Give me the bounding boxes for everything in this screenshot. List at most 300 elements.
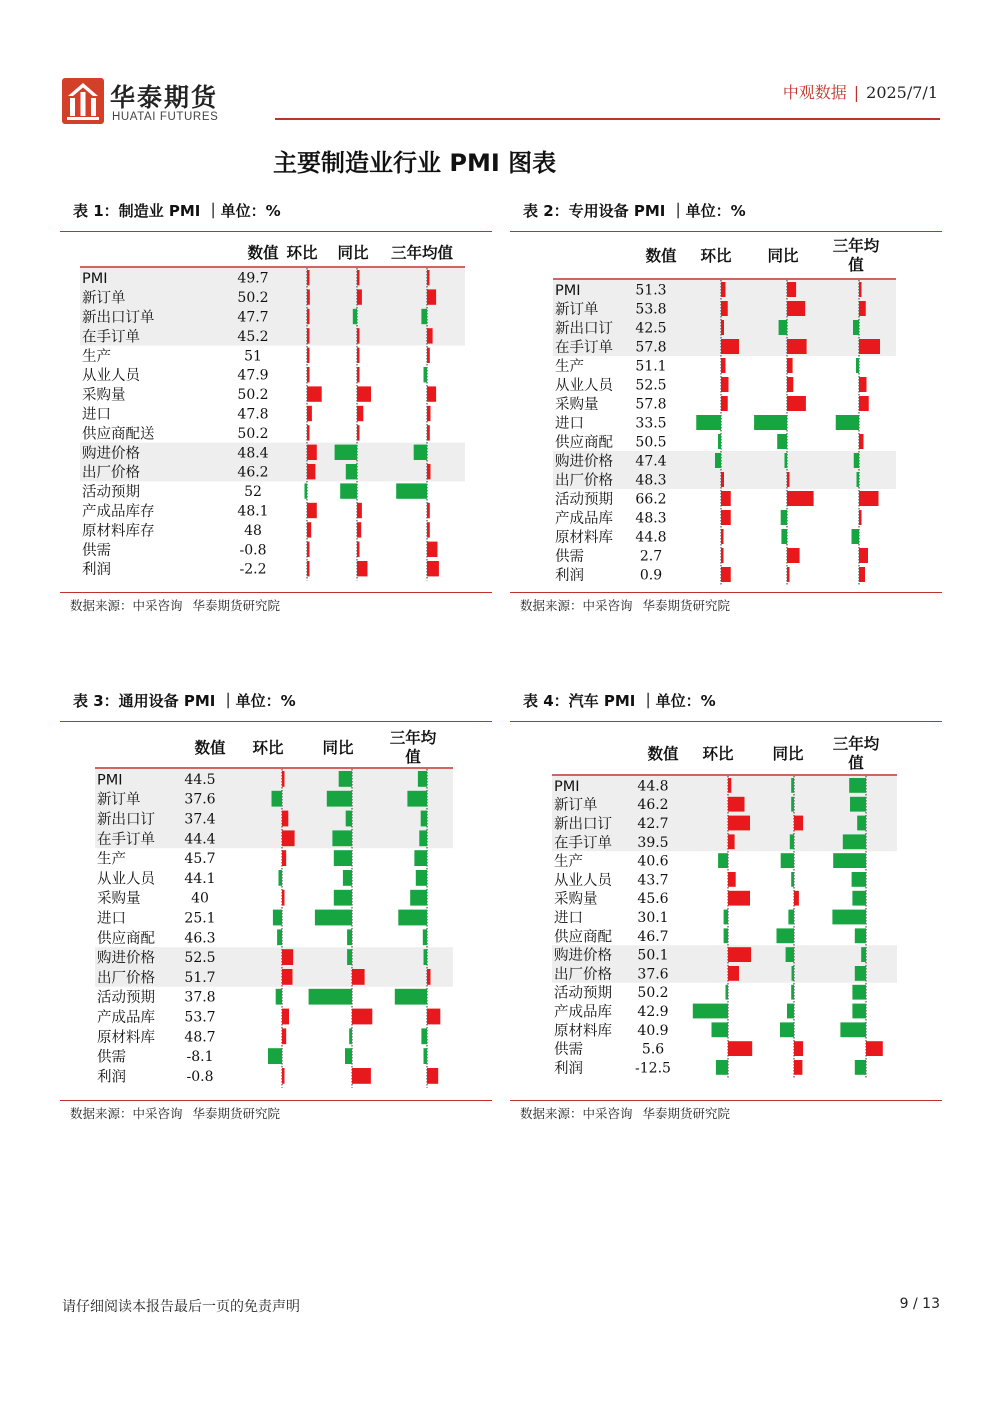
mom-bar — [721, 339, 739, 354]
avg-bar — [424, 949, 428, 965]
avg-bar — [419, 830, 427, 846]
row-label: 进口 — [555, 416, 584, 432]
avg-bar — [859, 567, 865, 582]
row-label: 原材料库存 — [82, 523, 155, 540]
row-value: 40 — [191, 890, 209, 907]
row-label: 进口 — [97, 911, 126, 927]
row-label: 从业人员 — [555, 378, 613, 394]
yoy-bar — [345, 1048, 352, 1064]
avg-bar — [427, 503, 430, 518]
mom-bar — [276, 989, 282, 1005]
yoy-bar — [347, 929, 352, 945]
row-label: 产成品库 — [97, 1010, 155, 1026]
row-label: 在手订单 — [555, 340, 613, 356]
row-value: 66.2 — [635, 491, 667, 508]
column-header: 三年均值 — [832, 735, 880, 772]
meta-separator: | — [853, 83, 860, 102]
pmi-table-chart — [60, 200, 492, 592]
row-value: 50.2 — [237, 425, 269, 442]
yoy-bar — [357, 367, 360, 382]
row-label: 出厂价格 — [554, 966, 612, 983]
mom-bar — [282, 1009, 289, 1025]
yoy-bar — [334, 890, 352, 906]
row-label: 供应商配 — [554, 929, 612, 946]
avg-bar — [855, 966, 866, 981]
row-value: 42.5 — [635, 320, 667, 337]
yoy-bar — [787, 282, 796, 297]
avg-bar — [833, 853, 866, 868]
row-value: 39.5 — [637, 834, 669, 851]
row-label: 利润 — [97, 1069, 126, 1086]
avg-bar — [427, 328, 433, 343]
yoy-bar — [790, 834, 794, 849]
pmi-table-chart — [510, 690, 942, 1100]
row-label: 原材料库 — [555, 530, 613, 546]
avg-bar — [854, 453, 859, 468]
row-label: 购进价格 — [82, 445, 140, 462]
yoy-bar — [787, 567, 790, 582]
report-meta — [783, 80, 938, 103]
row-label: 供需 — [554, 1042, 583, 1059]
yoy-bar — [787, 1004, 794, 1019]
row-value: 46.7 — [637, 928, 669, 945]
avg-bar — [427, 1009, 440, 1025]
mom-bar — [724, 928, 728, 943]
column-header: 三年均值 — [390, 244, 454, 262]
row-value: 44.5 — [184, 771, 216, 788]
row-value: 50.2 — [637, 985, 669, 1002]
avg-bar — [427, 464, 431, 479]
mom-bar — [282, 1028, 286, 1044]
table-general-equipment-pmi — [60, 690, 492, 1130]
mom-bar — [721, 358, 726, 373]
yoy-bar — [777, 928, 795, 943]
row-label: PMI — [97, 772, 123, 789]
yoy-bar — [780, 1022, 794, 1037]
yoy-bar — [357, 503, 362, 518]
table-manufacturing-pmi — [60, 200, 492, 620]
row-label: 出厂价格 — [82, 465, 140, 482]
yoy-bar — [357, 561, 368, 576]
source-provider: 数据来源：中采咨询 — [520, 1106, 633, 1121]
mom-bar — [307, 561, 310, 576]
row-value: 50.1 — [637, 947, 669, 964]
row-label: 生产 — [555, 359, 584, 375]
row-value: 46.2 — [237, 464, 269, 481]
mom-bar — [724, 910, 728, 925]
column-header: 环比 — [252, 739, 284, 757]
mom-bar — [721, 567, 731, 582]
row-value: 51 — [244, 348, 262, 365]
row-value: -2.2 — [239, 561, 267, 578]
column-header: 三年均值 — [832, 237, 880, 274]
row-value: 50.2 — [237, 387, 269, 404]
row-label: 产成品库 — [555, 511, 613, 527]
row-value: 57.8 — [635, 396, 667, 413]
avg-bar — [395, 989, 427, 1005]
row-value: 30.1 — [637, 910, 669, 926]
row-value: 51.1 — [635, 358, 667, 375]
mom-bar — [307, 386, 322, 401]
yoy-bar — [787, 548, 800, 563]
mom-bar — [728, 778, 731, 793]
column-header: 环比 — [702, 745, 734, 763]
row-label: 供需 — [82, 542, 111, 559]
mom-bar — [307, 309, 310, 324]
yoy-bar — [787, 396, 806, 411]
mom-bar — [715, 453, 721, 468]
avg-bar — [427, 542, 438, 557]
yoy-bar — [357, 425, 360, 440]
avg-bar — [427, 1068, 438, 1084]
column-header: 数值 — [645, 247, 677, 265]
report-date: 2025/7/1 — [866, 83, 938, 102]
source-institute: 华泰期货研究院 — [642, 598, 731, 613]
yoy-bar — [787, 377, 793, 392]
row-label: 采购量 — [97, 891, 141, 908]
yoy-bar — [335, 445, 357, 460]
row-value: -0.8 — [186, 1068, 214, 1085]
avg-bar — [859, 282, 862, 297]
mom-bar — [728, 872, 736, 887]
row-label: 活动预期 — [554, 985, 612, 1002]
pmi-table-chart — [60, 690, 492, 1100]
row-label: 从业人员 — [82, 368, 140, 385]
row-value: 42.7 — [637, 816, 669, 832]
row-value: 44.8 — [635, 529, 667, 546]
yoy-bar — [357, 270, 360, 285]
row-value: 52 — [244, 484, 262, 501]
yoy-bar — [315, 910, 352, 926]
row-value: -0.8 — [239, 542, 267, 559]
source-provider: 数据来源：中采咨询 — [70, 1106, 183, 1121]
yoy-bar — [357, 348, 360, 363]
row-label: 供需 — [97, 1049, 126, 1066]
mom-bar — [721, 529, 724, 544]
yoy-bar — [332, 830, 352, 846]
yoy-bar — [786, 947, 794, 962]
column-header: 数值 — [647, 745, 679, 763]
row-label: 采购量 — [554, 891, 598, 908]
row-value: -8.1 — [186, 1049, 214, 1066]
row-label: 供需 — [555, 549, 584, 565]
avg-bar — [856, 358, 859, 373]
disclaimer-note: 请仔细阅读本报告最后一页的免责声明 — [62, 1299, 300, 1315]
yoy-bar — [787, 301, 805, 316]
avg-bar — [832, 910, 866, 925]
avg-bar — [850, 797, 866, 812]
avg-bar — [427, 406, 431, 421]
avg-bar — [857, 816, 866, 831]
row-value: 48.3 — [635, 472, 667, 489]
mom-bar — [307, 348, 310, 363]
row-value: 44.1 — [184, 870, 216, 887]
mom-bar — [718, 853, 728, 868]
row-label: 生产 — [97, 851, 126, 868]
yoy-bar — [357, 522, 361, 537]
row-value: 48 — [244, 522, 262, 539]
yoy-bar — [788, 910, 794, 925]
row-label: 活动预期 — [555, 492, 613, 508]
row-value: 44.8 — [637, 778, 669, 795]
yoy-bar — [346, 811, 352, 827]
table-bottom-rule — [60, 592, 492, 593]
row-label: 进口 — [82, 407, 111, 423]
mom-bar — [728, 947, 751, 962]
mom-bar — [282, 771, 285, 787]
mom-bar — [693, 1004, 728, 1019]
row-label: 利润 — [554, 1060, 583, 1077]
yoy-bar — [357, 386, 371, 401]
row-value: 5.6 — [641, 1041, 665, 1058]
row-label: 活动预期 — [97, 990, 155, 1007]
mom-bar — [282, 850, 286, 866]
mom-bar — [282, 1068, 285, 1084]
mom-bar — [307, 445, 317, 460]
yoy-bar — [781, 510, 787, 525]
row-label: 利润 — [555, 568, 584, 584]
row-value: -12.5 — [635, 1060, 671, 1077]
yoy-bar — [754, 415, 787, 430]
logo-english-name: HUATAI FUTURES — [112, 111, 219, 123]
source-institute: 华泰期货研究院 — [642, 1106, 731, 1121]
row-label: 从业人员 — [97, 871, 155, 888]
avg-bar — [861, 947, 866, 962]
page-number: 9 / 13 — [899, 1296, 940, 1312]
pmi-table-chart — [510, 200, 942, 592]
row-value: 51.7 — [184, 969, 216, 986]
yoy-bar — [791, 872, 794, 887]
row-value: 47.7 — [237, 309, 269, 326]
avg-bar — [859, 510, 862, 525]
yoy-bar — [781, 853, 794, 868]
row-label: 在手订单 — [97, 831, 155, 848]
yoy-bar — [781, 529, 787, 544]
table-auto-pmi — [510, 690, 942, 1130]
yoy-bar — [343, 870, 352, 886]
mom-bar — [721, 472, 724, 487]
yoy-bar — [791, 985, 794, 1000]
avg-bar — [421, 309, 427, 324]
brand-logo — [62, 78, 240, 128]
avg-bar — [414, 445, 427, 460]
row-label: 产成品库 — [554, 1004, 612, 1021]
yoy-bar — [346, 464, 357, 479]
row-label: PMI — [554, 778, 580, 795]
mom-bar — [728, 816, 750, 831]
yoy-bar — [352, 1009, 372, 1025]
mom-bar — [268, 1048, 282, 1064]
row-label: PMI — [555, 283, 581, 299]
data-source-note — [70, 596, 280, 614]
yoy-bar — [347, 949, 352, 965]
row-value: 37.6 — [637, 966, 669, 983]
row-value: 53.8 — [635, 301, 667, 318]
row-value: 47.4 — [635, 453, 667, 470]
avg-bar — [396, 483, 427, 498]
row-label: 在手订单 — [554, 835, 612, 852]
mom-bar — [307, 522, 311, 537]
row-value: 45.7 — [184, 851, 216, 868]
row-label: 进口 — [554, 910, 583, 927]
mom-bar — [726, 985, 729, 1000]
yoy-bar — [791, 797, 794, 812]
mom-bar — [307, 503, 317, 518]
mom-bar — [721, 548, 724, 563]
yoy-bar — [791, 778, 794, 793]
avg-bar — [859, 396, 869, 411]
mom-bar — [721, 491, 731, 506]
avg-bar — [859, 548, 868, 563]
avg-bar — [427, 969, 431, 985]
row-value: 45.6 — [637, 891, 669, 908]
mom-bar — [721, 377, 729, 392]
row-label: 新订单 — [82, 290, 126, 307]
avg-bar — [852, 529, 860, 544]
mom-bar — [721, 320, 724, 335]
row-label: 供应商配送 — [82, 426, 155, 443]
yoy-bar — [794, 891, 799, 906]
table-bottom-rule — [510, 1100, 942, 1101]
mom-bar — [718, 434, 721, 449]
row-value: 53.7 — [184, 1009, 216, 1026]
row-value: 46.3 — [184, 930, 216, 947]
row-label: 生产 — [82, 348, 111, 365]
table-title: 表 4：汽车 PMI ｜单位：% — [523, 692, 716, 710]
source-provider: 数据来源：中采咨询 — [70, 598, 183, 613]
yoy-bar — [779, 320, 787, 335]
avg-bar — [855, 928, 866, 943]
row-label: 产成品库存 — [82, 504, 155, 520]
table-title: 表 1：制造业 PMI ｜单位：% — [73, 202, 281, 220]
mom-bar — [307, 289, 310, 304]
yoy-bar — [352, 1068, 371, 1084]
avg-bar — [866, 1041, 883, 1056]
avg-bar — [849, 778, 866, 793]
row-label: 新订单 — [554, 797, 598, 814]
header-divider — [275, 118, 940, 120]
column-header: 环比 — [700, 247, 732, 265]
row-label: PMI — [82, 271, 108, 288]
row-label: 供应商配 — [555, 435, 613, 451]
mom-bar — [712, 1022, 729, 1037]
row-value: 46.2 — [637, 797, 669, 814]
mom-bar — [696, 415, 721, 430]
yoy-bar — [787, 472, 790, 487]
avg-bar — [414, 850, 427, 866]
avg-bar — [859, 434, 864, 449]
avg-bar — [852, 891, 866, 906]
row-value: 47.9 — [237, 367, 269, 384]
row-label: 原材料库 — [97, 1029, 155, 1046]
avg-bar — [427, 289, 436, 304]
row-label: 从业人员 — [554, 872, 612, 889]
source-institute: 华泰期货研究院 — [192, 598, 281, 613]
row-label: 新出口订 — [554, 816, 612, 833]
mom-bar — [282, 830, 295, 846]
column-header: 三年均值 — [389, 729, 437, 766]
page-title: 主要制造业行业 PMI 图表 — [273, 149, 557, 177]
row-value: 47.8 — [237, 406, 269, 423]
mom-bar — [272, 791, 283, 807]
row-value: 57.8 — [635, 339, 667, 356]
yoy-bar — [357, 406, 363, 421]
mom-bar — [282, 890, 285, 906]
avg-bar — [852, 872, 866, 887]
avg-bar — [421, 1028, 427, 1044]
row-value: 40.6 — [637, 853, 669, 870]
mom-bar — [307, 464, 315, 479]
mom-bar — [716, 1060, 728, 1075]
yoy-bar — [357, 328, 360, 343]
row-value: 48.4 — [237, 445, 269, 462]
mom-bar — [307, 270, 310, 285]
row-label: 购进价格 — [555, 454, 613, 470]
mom-bar — [282, 811, 288, 827]
yoy-bar — [309, 989, 352, 1005]
row-label: 利润 — [82, 562, 111, 579]
avg-bar — [843, 834, 866, 849]
row-value: 50.5 — [635, 434, 667, 451]
avg-bar — [416, 870, 427, 886]
yoy-bar — [334, 850, 352, 866]
row-value: 0.9 — [639, 567, 663, 584]
yoy-bar — [352, 969, 365, 985]
avg-bar — [857, 472, 860, 487]
row-value: 50.2 — [237, 290, 269, 307]
yoy-bar — [794, 1060, 802, 1075]
avg-bar — [836, 415, 859, 430]
yoy-bar — [792, 966, 795, 981]
mom-bar — [307, 425, 310, 440]
avg-bar — [424, 1048, 428, 1064]
mom-bar — [279, 870, 283, 886]
mom-bar — [307, 367, 310, 382]
avg-bar — [859, 339, 880, 354]
source-institute: 华泰期货研究院 — [192, 1106, 281, 1121]
avg-bar — [427, 561, 439, 576]
row-value: 43.7 — [637, 872, 669, 889]
row-value: 33.5 — [635, 415, 667, 432]
mom-bar — [721, 282, 726, 297]
yoy-bar — [777, 434, 787, 449]
avg-bar — [424, 367, 428, 382]
table-title: 表 2：专用设备 PMI ｜单位：% — [523, 202, 746, 220]
row-value: 45.2 — [237, 328, 269, 345]
row-label: 出厂价格 — [97, 970, 155, 987]
yoy-bar — [339, 771, 352, 787]
mom-bar — [721, 301, 728, 316]
mom-bar — [728, 1041, 752, 1056]
row-value: 48.3 — [635, 510, 667, 527]
mom-bar — [728, 834, 735, 849]
row-value: 37.8 — [184, 989, 216, 1006]
row-label: 供应商配 — [97, 930, 155, 947]
avg-bar — [418, 771, 427, 787]
mom-bar — [282, 949, 293, 965]
table-bottom-rule — [60, 1100, 492, 1101]
avg-bar — [840, 1022, 866, 1037]
row-label: 出厂价格 — [555, 473, 613, 489]
mom-bar — [728, 891, 750, 906]
avg-bar — [855, 1060, 866, 1075]
row-value: 2.7 — [639, 548, 663, 565]
row-value: 52.5 — [184, 950, 216, 967]
column-header: 数值 — [194, 739, 226, 757]
huatai-logo-icon — [62, 78, 104, 124]
data-source-note — [520, 1104, 730, 1122]
avg-bar — [853, 320, 859, 335]
